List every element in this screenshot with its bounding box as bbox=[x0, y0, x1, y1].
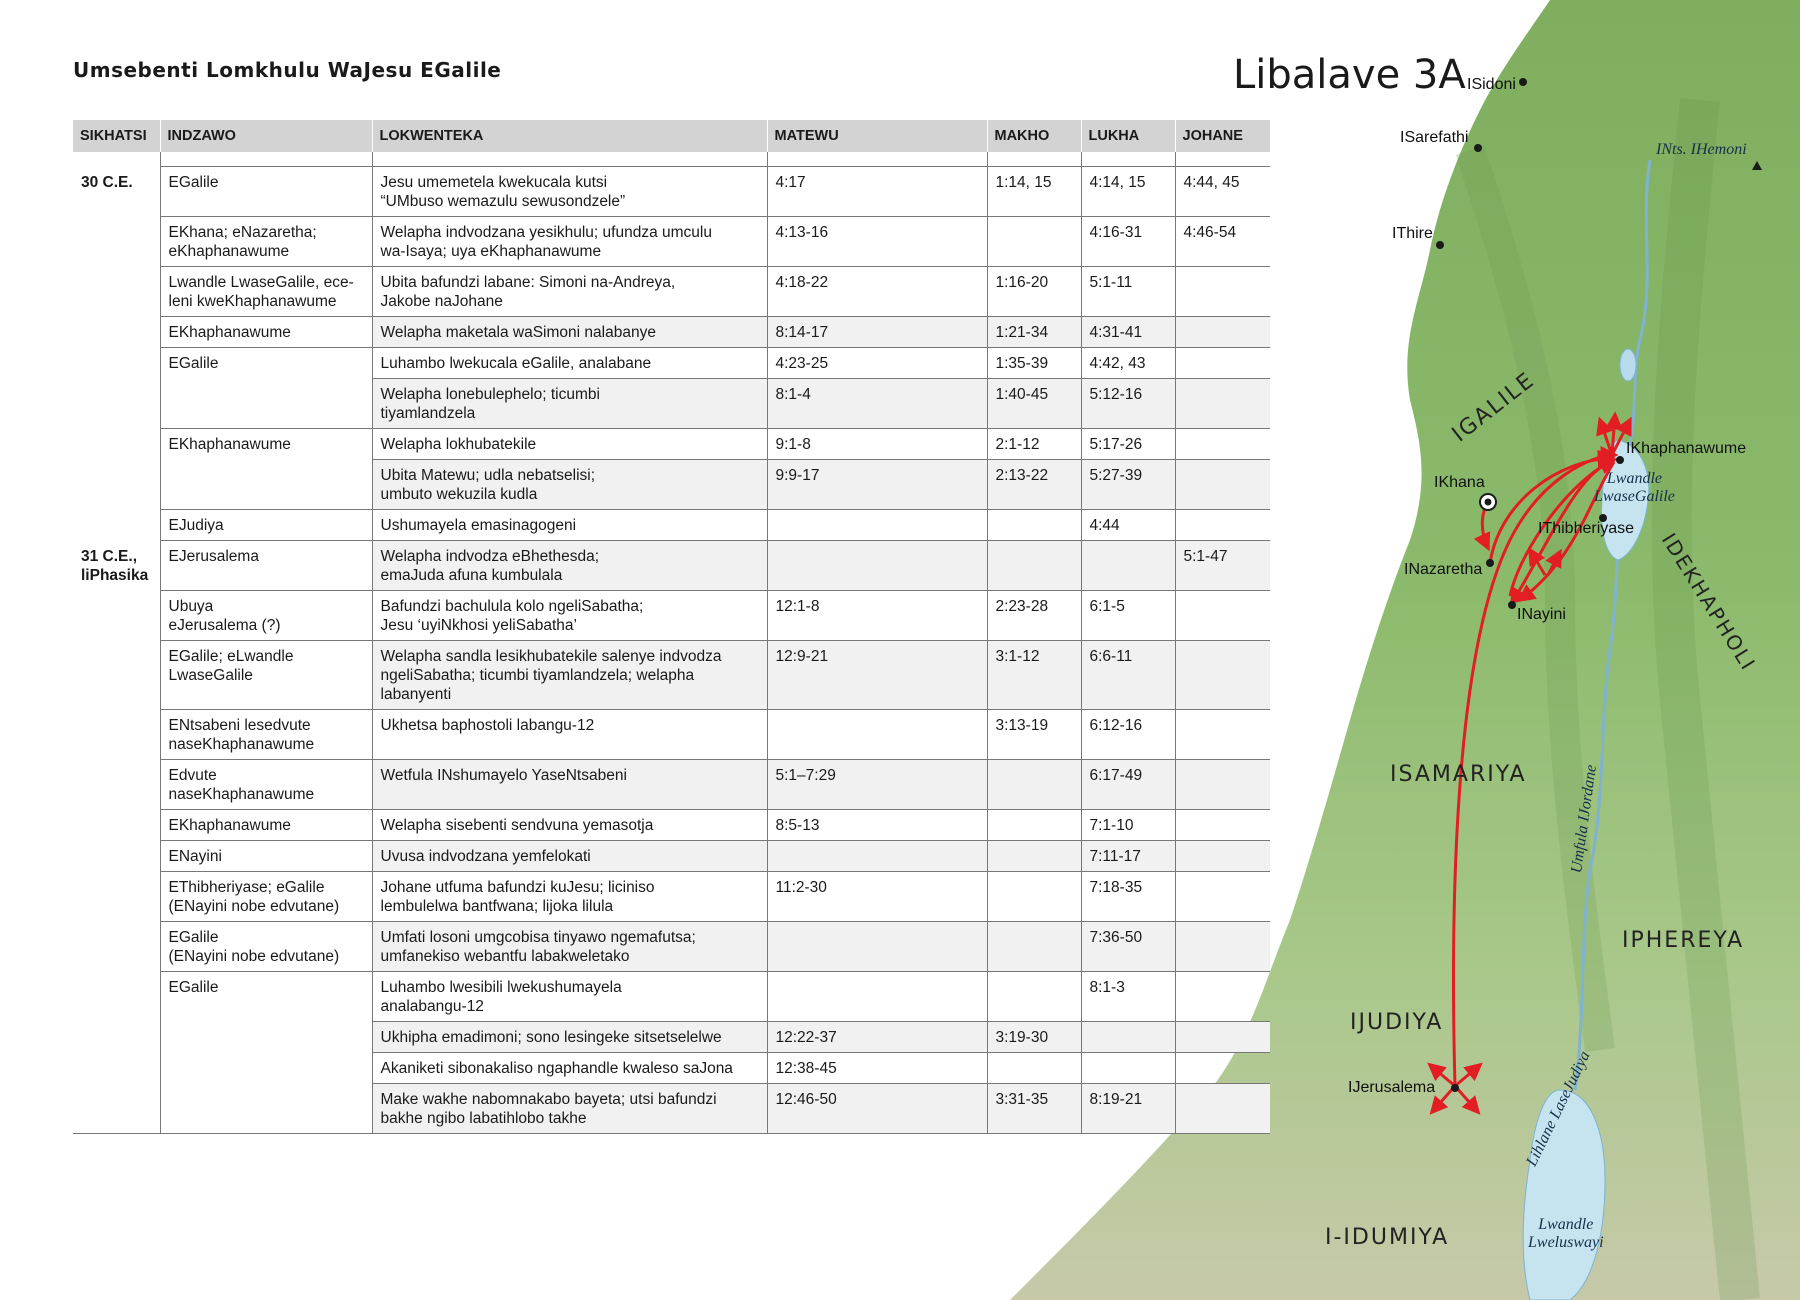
cell-place: EJudiya bbox=[160, 510, 372, 541]
cell-event: Akaniketi sibonakaliso ngaphandle kwaleso saJona bbox=[372, 1053, 767, 1084]
cell-john bbox=[1175, 760, 1270, 810]
cell-event: Jesu umemetela kwekucala kutsi “UMbuso wemazulu sewusondzele” bbox=[372, 167, 767, 217]
cell-event: Welapha lokhubatekile bbox=[372, 429, 767, 460]
cell-time bbox=[73, 267, 160, 317]
cell-mark: 3:13-19 bbox=[987, 710, 1081, 760]
cell-john bbox=[1175, 641, 1270, 710]
table-row bbox=[73, 922, 1270, 972]
region-samaria: ISAMARIYA bbox=[1390, 762, 1527, 787]
cell-place: EJerusalema bbox=[160, 541, 372, 591]
cell-mark: 3:19-30 bbox=[987, 1022, 1081, 1053]
cell-john bbox=[1175, 510, 1270, 541]
cell-place bbox=[160, 1022, 372, 1053]
cell-mark: 1:16-20 bbox=[987, 267, 1081, 317]
region-perea: IPHEREYA bbox=[1622, 928, 1745, 953]
table-row bbox=[73, 1022, 1270, 1053]
cell-john bbox=[1175, 379, 1270, 429]
cell-time bbox=[73, 510, 160, 541]
cell-time: 31 C.E., liPhasika bbox=[81, 547, 149, 584]
table-row bbox=[73, 591, 1270, 641]
cell-matthew: 8:5-13 bbox=[767, 810, 987, 841]
header-event: LOKWENTEKA bbox=[372, 120, 767, 152]
table-row bbox=[73, 1084, 1270, 1134]
cell-time bbox=[73, 429, 160, 460]
cell-time bbox=[73, 460, 160, 510]
cell-event: Welapha maketala waSimoni nalabanye bbox=[372, 317, 767, 348]
cell-place bbox=[160, 1084, 372, 1134]
cell-luke: 4:16-31 bbox=[1081, 217, 1175, 267]
cell-matthew: 12:22-37 bbox=[767, 1022, 987, 1053]
table-row bbox=[73, 348, 1270, 379]
label-tyre: IThire bbox=[1392, 225, 1433, 242]
cell-matthew: 5:1–7:29 bbox=[767, 760, 987, 810]
cell-mark: 2:13-22 bbox=[987, 460, 1081, 510]
table-row bbox=[73, 510, 1270, 541]
cell-time bbox=[73, 379, 160, 429]
cell-place: EKhaphanawume bbox=[160, 429, 372, 460]
cell-matthew: 12:9-21 bbox=[767, 641, 987, 710]
cell-place bbox=[160, 1053, 372, 1084]
cell-event: Ukhetsa baphostoli labangu-12 bbox=[372, 710, 767, 760]
cell-luke: 5:12-16 bbox=[1081, 379, 1175, 429]
cell-place: EGalile; eLwandle LwaseGalile bbox=[160, 641, 372, 710]
cell-place: EGalile bbox=[160, 348, 372, 379]
table-row bbox=[73, 872, 1270, 922]
cell-event: Make wakhe nabomnakabo bayeta; utsi bafundzi bakhe ngibo labatihlobo takhe bbox=[372, 1084, 767, 1134]
cell-john: 4:46-54 bbox=[1175, 217, 1270, 267]
cell-john bbox=[1175, 348, 1270, 379]
cell-mark bbox=[987, 541, 1081, 591]
cell-luke: 7:11-17 bbox=[1081, 841, 1175, 872]
cell-mark bbox=[987, 922, 1081, 972]
cell-mark: 1:35-39 bbox=[987, 348, 1081, 379]
map-title: Libalave 3A bbox=[1233, 52, 1466, 98]
cell-time bbox=[73, 1084, 160, 1134]
table-row bbox=[73, 317, 1270, 348]
cell-time bbox=[73, 317, 160, 348]
cell-luke: 4:42, 43 bbox=[1081, 348, 1175, 379]
table-row bbox=[73, 760, 1270, 810]
cell-luke bbox=[1081, 1022, 1175, 1053]
cell-place bbox=[160, 379, 372, 429]
cell-matthew: 9:9-17 bbox=[767, 460, 987, 510]
cell-john bbox=[1175, 972, 1270, 1022]
cell-event: Ukhipha emadimoni; sono lesingeke sitsetselelwe bbox=[372, 1022, 767, 1053]
table-row bbox=[73, 167, 1270, 217]
table-row bbox=[73, 841, 1270, 872]
table-row bbox=[73, 460, 1270, 510]
table-row bbox=[73, 710, 1270, 760]
cell-john bbox=[1175, 267, 1270, 317]
table-header-row bbox=[73, 120, 1270, 152]
cell-mark: 3:31-35 bbox=[987, 1084, 1081, 1134]
cell-mark: 1:14, 15 bbox=[987, 167, 1081, 217]
cell-place: EGalile (ENayini nobe edvutane) bbox=[160, 922, 372, 972]
cell-luke: 6:12-16 bbox=[1081, 710, 1175, 760]
cell-john bbox=[1175, 922, 1270, 972]
cell-time bbox=[73, 348, 160, 379]
cell-luke: 7:18-35 bbox=[1081, 872, 1175, 922]
cell-mark bbox=[987, 810, 1081, 841]
cell-event: Welapha lonebulephelo; ticumbi tiyamlandzela bbox=[372, 379, 767, 429]
cell-luke: 6:17-49 bbox=[1081, 760, 1175, 810]
label-nain: INayini bbox=[1517, 606, 1566, 623]
cell-luke: 4:44 bbox=[1081, 510, 1175, 541]
cell-john bbox=[1175, 460, 1270, 510]
header-luke: LUKHA bbox=[1081, 120, 1175, 152]
label-sea-of-galilee: Lwandle LwaseGalile bbox=[1594, 470, 1675, 505]
cell-place: ENayini bbox=[160, 841, 372, 872]
cell-john bbox=[1175, 872, 1270, 922]
cell-time bbox=[73, 841, 160, 872]
header-time: SIKHATSI bbox=[73, 120, 160, 152]
region-decapolis: IDEKHAPHOLI bbox=[1656, 528, 1761, 676]
label-sidon: ISidoni bbox=[1467, 76, 1516, 93]
cell-mark: 3:1-12 bbox=[987, 641, 1081, 710]
cell-event: Bafundzi bachulula kolo ngeliSabatha; Jesu ‘uyiNkhosi yeliSabatha’ bbox=[372, 591, 767, 641]
cell-time bbox=[73, 1053, 160, 1084]
cell-matthew bbox=[767, 841, 987, 872]
ministry-table bbox=[73, 120, 1270, 1134]
label-cana: IKhana bbox=[1434, 474, 1485, 491]
cell-luke bbox=[1081, 1053, 1175, 1084]
cell-mark bbox=[987, 841, 1081, 872]
region-judea: IJUDIYA bbox=[1350, 1010, 1444, 1035]
cell-event: Luhambo lwesibili lwekushumayela analabangu-12 bbox=[372, 972, 767, 1022]
cell-luke: 8:19-21 bbox=[1081, 1084, 1175, 1134]
cell-time bbox=[73, 810, 160, 841]
cell-matthew bbox=[767, 710, 987, 760]
cell-john bbox=[1175, 429, 1270, 460]
cell-luke: 4:31-41 bbox=[1081, 317, 1175, 348]
cell-matthew: 12:1-8 bbox=[767, 591, 987, 641]
cell-matthew: 11:2-30 bbox=[767, 872, 987, 922]
label-jerusalem: IJerusalema bbox=[1348, 1079, 1436, 1096]
cell-time bbox=[73, 710, 160, 760]
label-jordan-river: Umfula IJordane bbox=[1568, 763, 1601, 875]
cell-john bbox=[1175, 810, 1270, 841]
region-idumea: I-IDUMIYA bbox=[1325, 1225, 1450, 1250]
label-judean-wilderness: Lihlane LaseJudiya bbox=[1523, 1048, 1594, 1170]
table-row bbox=[73, 641, 1270, 710]
cell-time: 30 C.E. bbox=[81, 173, 133, 191]
cell-time bbox=[73, 591, 160, 641]
cell-luke: 5:27-39 bbox=[1081, 460, 1175, 510]
cell-time bbox=[73, 922, 160, 972]
cell-event: Johane utfuma bafundzi kuJesu; liciniso lembulelwa bantfwana; lijoka lilula bbox=[372, 872, 767, 922]
cell-place: EKhaphanawume bbox=[160, 317, 372, 348]
cell-time bbox=[73, 760, 160, 810]
cell-matthew bbox=[767, 510, 987, 541]
cell-place: EGalile bbox=[160, 167, 372, 217]
cell-luke: 5:1-11 bbox=[1081, 267, 1175, 317]
cell-event: Umfati losoni umgcobisa tinyawo ngemafutsa; umfanekiso webantfu labakweletako bbox=[372, 922, 767, 972]
table-row bbox=[73, 379, 1270, 429]
cell-mark bbox=[987, 760, 1081, 810]
table-row bbox=[73, 541, 1270, 591]
cell-mark bbox=[987, 872, 1081, 922]
cell-mark bbox=[987, 972, 1081, 1022]
cell-matthew: 4:18-22 bbox=[767, 267, 987, 317]
cell-mark bbox=[987, 217, 1081, 267]
cell-matthew: 12:46-50 bbox=[767, 1084, 987, 1134]
header-place: INDZAWO bbox=[160, 120, 372, 152]
cell-event: Ubita Matewu; udla nebatselisi; umbuto wekuzila kudla bbox=[372, 460, 767, 510]
table-row bbox=[73, 972, 1270, 1022]
cell-mark bbox=[987, 1053, 1081, 1084]
cell-place: Edvute naseKhaphanawume bbox=[160, 760, 372, 810]
cell-event: Welapha sisebenti sendvuna yemasotja bbox=[372, 810, 767, 841]
cell-mark: 2:1-12 bbox=[987, 429, 1081, 460]
cell-place: ENtsabeni lesedvute naseKhaphanawume bbox=[160, 710, 372, 760]
cell-matthew: 4:13-16 bbox=[767, 217, 987, 267]
cell-luke: 7:1-10 bbox=[1081, 810, 1175, 841]
header-mark: MAKHO bbox=[987, 120, 1081, 152]
cell-mark: 1:40-45 bbox=[987, 379, 1081, 429]
table-row bbox=[73, 810, 1270, 841]
table-row bbox=[73, 267, 1270, 317]
cell-john bbox=[1175, 317, 1270, 348]
cell-john bbox=[1175, 1053, 1270, 1084]
cell-place: EGalile bbox=[160, 972, 372, 1022]
cell-luke bbox=[1081, 541, 1175, 591]
label-dead-sea: Lwandle Lweluswayi bbox=[1528, 1216, 1604, 1251]
cell-event: Welapha indvodza eBhethesda; emaJuda afuna kumbulala bbox=[372, 541, 767, 591]
cell-event: Welapha sandla lesikhubatekile salenye indvodza ngeliSabatha; ticumbi tiyamlandzela; welapha labanyenti bbox=[372, 641, 767, 710]
cell-place: EThibheriyase; eGalile (ENayini nobe edvutane) bbox=[160, 872, 372, 922]
label-tiberias: IThibheriyase bbox=[1538, 520, 1635, 537]
cell-mark bbox=[987, 510, 1081, 541]
cell-john bbox=[1175, 591, 1270, 641]
cell-event: Ushumayela emasinagogeni bbox=[372, 510, 767, 541]
cell-time bbox=[73, 1022, 160, 1053]
table-row bbox=[73, 217, 1270, 267]
cell-matthew bbox=[767, 922, 987, 972]
cell-event: Luhambo lwekucala eGalile, analabane bbox=[372, 348, 767, 379]
cell-matthew bbox=[767, 541, 987, 591]
cell-matthew: 9:1-8 bbox=[767, 429, 987, 460]
cana-marker-icon bbox=[1480, 494, 1496, 510]
cell-john: 5:1-47 bbox=[1175, 541, 1270, 591]
cell-luke: 7:36-50 bbox=[1081, 922, 1175, 972]
cell-event: Uvusa indvodzana yemfelokati bbox=[372, 841, 767, 872]
cell-matthew: 4:23-25 bbox=[767, 348, 987, 379]
cell-event: Ubita bafundzi labane: Simoni na-Andreya, Jakobe naJohane bbox=[372, 267, 767, 317]
label-capernaum: IKhaphanawume bbox=[1626, 440, 1747, 457]
region-galilee: IGALILE bbox=[1447, 367, 1540, 448]
cell-matthew: 12:38-45 bbox=[767, 1053, 987, 1084]
header-john: JOHANE bbox=[1175, 120, 1270, 152]
cell-event: Wetfula INshumayelo YaseNtsabeni bbox=[372, 760, 767, 810]
table-row bbox=[73, 1053, 1270, 1084]
document-title: Umsebenti Lomkhulu WaJesu EGalile bbox=[73, 58, 502, 82]
cell-time bbox=[73, 217, 160, 267]
cell-mark: 1:21-34 bbox=[987, 317, 1081, 348]
cell-luke: 6:6-11 bbox=[1081, 641, 1175, 710]
label-zarephath: ISarefathi bbox=[1400, 129, 1469, 146]
cell-luke: 5:17-26 bbox=[1081, 429, 1175, 460]
cell-place bbox=[160, 460, 372, 510]
cell-time bbox=[73, 641, 160, 710]
cell-john bbox=[1175, 1022, 1270, 1053]
label-nazareth: INazaretha bbox=[1404, 561, 1483, 578]
cell-john bbox=[1175, 841, 1270, 872]
cell-place: Lwandle LwaseGalile, ece- leni kweKhaphanawume bbox=[160, 267, 372, 317]
cell-place: EKhaphanawume bbox=[160, 810, 372, 841]
cell-matthew: 4:17 bbox=[767, 167, 987, 217]
cell-time bbox=[73, 972, 160, 1022]
cell-place: Ubuya eJerusalema (?) bbox=[160, 591, 372, 641]
cell-time bbox=[73, 872, 160, 922]
cell-mark: 2:23-28 bbox=[987, 591, 1081, 641]
cell-luke: 6:1-5 bbox=[1081, 591, 1175, 641]
cell-luke: 4:14, 15 bbox=[1081, 167, 1175, 217]
cell-matthew bbox=[767, 972, 987, 1022]
cell-luke: 8:1-3 bbox=[1081, 972, 1175, 1022]
label-mt-hermon: INts. IHemoni bbox=[1656, 141, 1747, 158]
cell-john: 4:44, 45 bbox=[1175, 167, 1270, 217]
cell-john bbox=[1175, 1084, 1270, 1134]
cell-event: Welapha indvodzana yesikhulu; ufundza umculu wa-Isaya; uya eKhaphanawume bbox=[372, 217, 767, 267]
header-matthew: MATEWU bbox=[767, 120, 987, 152]
table-row bbox=[73, 429, 1270, 460]
cell-matthew: 8:1-4 bbox=[767, 379, 987, 429]
cell-place: EKhana; eNazaretha; eKhaphanawume bbox=[160, 217, 372, 267]
cell-john bbox=[1175, 710, 1270, 760]
cell-matthew: 8:14-17 bbox=[767, 317, 987, 348]
